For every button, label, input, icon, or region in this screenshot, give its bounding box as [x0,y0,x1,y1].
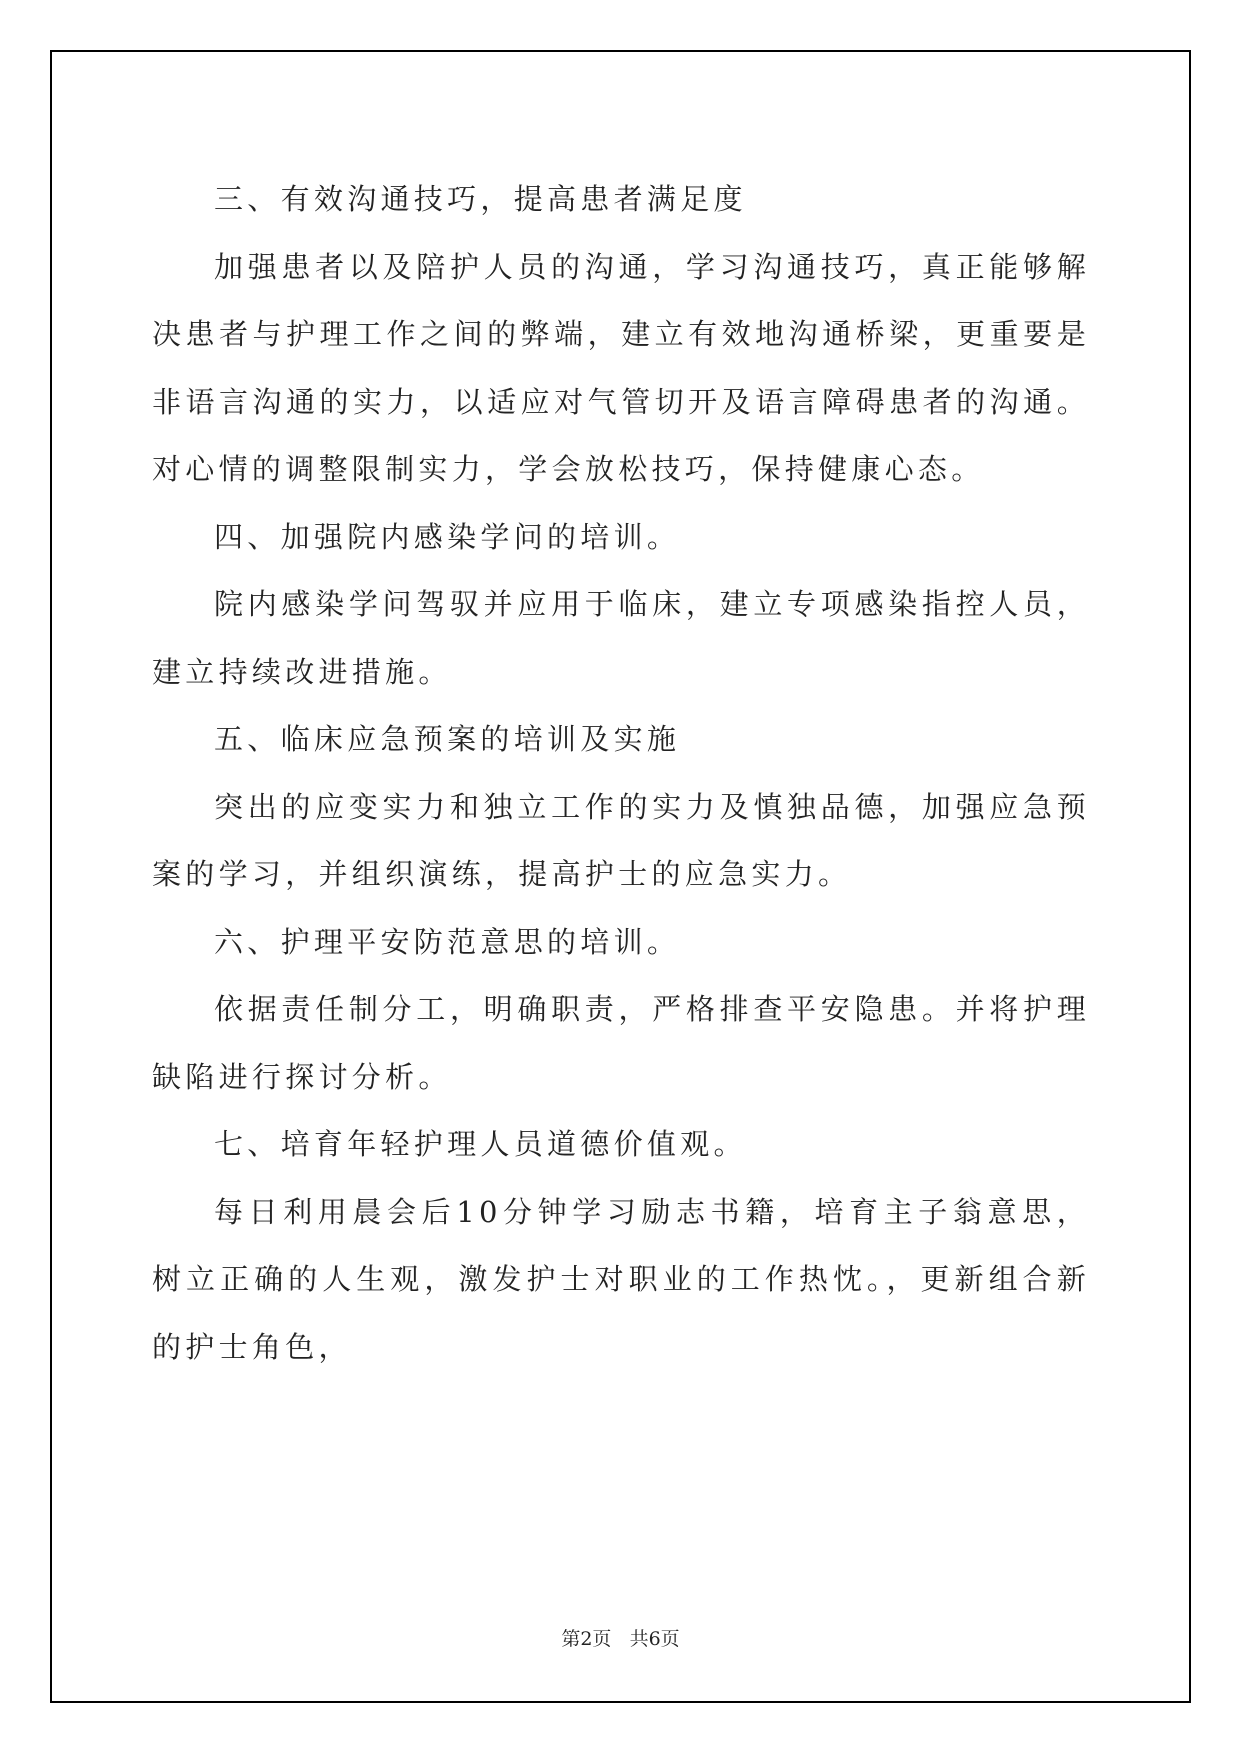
paragraph-emergency-plan: 突出的应变实力和独立工作的实力及慎独品德，加强应急预案的学习，并组织演练，提高护士的应急实力。 [152,789,1090,891]
paragraph-values: 每日利用晨会后10分钟学习励志书籍，培育主子翁意思，树立正确的人生观，激发护士对职业的工作热忱。，更新组合新的护士角色， [152,1194,1090,1364]
heading-section-5: 五、临床应急预案的培训及实施 [214,722,681,756]
heading-section-6: 六、护理平安防范意思的培训。 [214,924,681,959]
document-body [152,166,1090,1381]
paragraph-safety: 依据责任制分工，明确职责，严格排查平安隐患。并将护理缺陷进行探讨分析。 [152,992,1090,1094]
heading-section-4: 四、加强院内感染学问的培训。 [214,519,681,554]
heading-section-7: 七、培育年轻护理人员道德价值观。 [214,1127,747,1161]
heading-section-3: 三、有效沟通技巧，提高患者满足度 [214,182,747,216]
page-footer [0,1624,1241,1651]
paragraph-communication: 加强患者以及陪护人员的沟通，学习沟通技巧，真正能够解决患者与护理工作之间的弊端，建立有效地沟通桥梁，更重要是非语言沟通的实力，以适应对气管切开及语言障碍患者的沟通。对心情的调整限制实力，学会放松技巧，保持健康心态。 [152,249,1090,486]
page-number: 第2页 [561,1628,612,1650]
page-total: 共6页 [629,1628,680,1650]
paragraph-infection-control: 院内感染学问驾驭并应用于临床，建立专项感染指控人员，建立持续改进措施。 [152,587,1090,689]
